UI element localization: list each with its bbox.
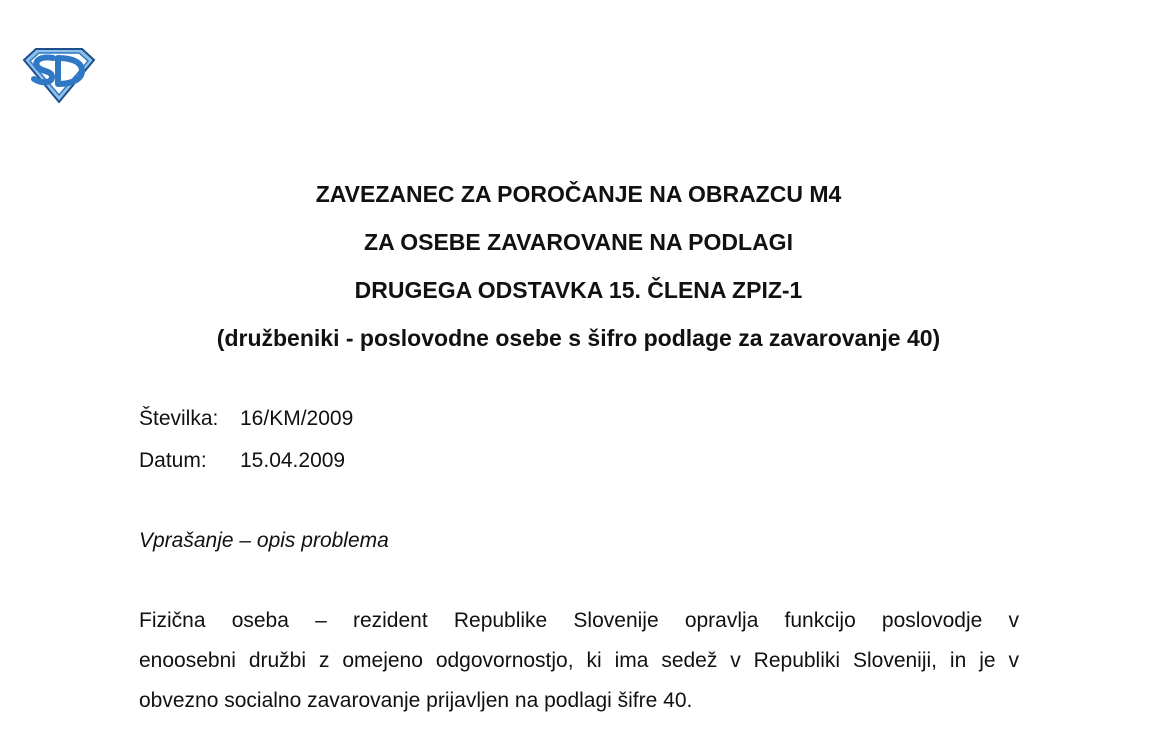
word: v bbox=[1008, 609, 1019, 632]
word: z bbox=[318, 649, 330, 672]
number-label: Številka: bbox=[139, 407, 219, 430]
word: – bbox=[315, 609, 327, 632]
word: ima bbox=[614, 649, 649, 672]
date-row bbox=[139, 444, 353, 486]
title-line-1: ZAVEZANEC ZA POROČANJE NA OBRAZCU M4 bbox=[315, 181, 842, 207]
word: v bbox=[1008, 649, 1019, 672]
word: poslovodje bbox=[881, 609, 983, 632]
sd-shield-logo-icon bbox=[22, 46, 96, 104]
body-line-1 bbox=[139, 603, 1019, 643]
document-meta bbox=[139, 402, 353, 486]
word: odgovornostjo, bbox=[435, 649, 574, 672]
section-heading: Vprašanje – opis problema bbox=[139, 529, 389, 552]
sd-logo bbox=[22, 46, 96, 104]
word: Fizična bbox=[139, 609, 206, 632]
word: Sloveniji, bbox=[852, 649, 938, 672]
word: in bbox=[949, 649, 967, 672]
body-paragraph bbox=[139, 603, 1019, 723]
word: oseba bbox=[231, 609, 289, 632]
word: v bbox=[730, 649, 741, 672]
word: Republiki bbox=[753, 649, 841, 672]
word: opravlja bbox=[684, 609, 759, 632]
word: je bbox=[979, 649, 996, 672]
word: Slovenije bbox=[573, 609, 659, 632]
number-value: 16/KM/2009 bbox=[240, 407, 354, 430]
number-row bbox=[139, 402, 353, 444]
body-line-2 bbox=[139, 643, 1019, 683]
date-value: 15.04.2009 bbox=[240, 449, 346, 472]
title-line-2: ZA OSEBE ZAVAROVANE NA PODLAGI bbox=[364, 229, 793, 255]
word: funkcijo bbox=[784, 609, 856, 632]
word: družbi bbox=[248, 649, 307, 672]
word: Republike bbox=[453, 609, 548, 632]
body-line-3: obvezno socialno zavarovanje prijavljen na podlagi šifre 40. bbox=[139, 689, 693, 712]
document-title bbox=[0, 170, 1157, 362]
date-label: Datum: bbox=[139, 449, 207, 472]
word: ki bbox=[586, 649, 602, 672]
title-line-4: (družbeniki - poslovodne osebe s šifro podlage za zavarovanje 40) bbox=[216, 325, 941, 351]
title-line-3: DRUGEGA ODSTAVKA 15. ČLENA ZPIZ-1 bbox=[354, 277, 803, 303]
word: rezident bbox=[352, 609, 428, 632]
word: omejeno bbox=[342, 649, 423, 672]
word: sedež bbox=[661, 649, 718, 672]
word: enoosebni bbox=[139, 649, 236, 672]
